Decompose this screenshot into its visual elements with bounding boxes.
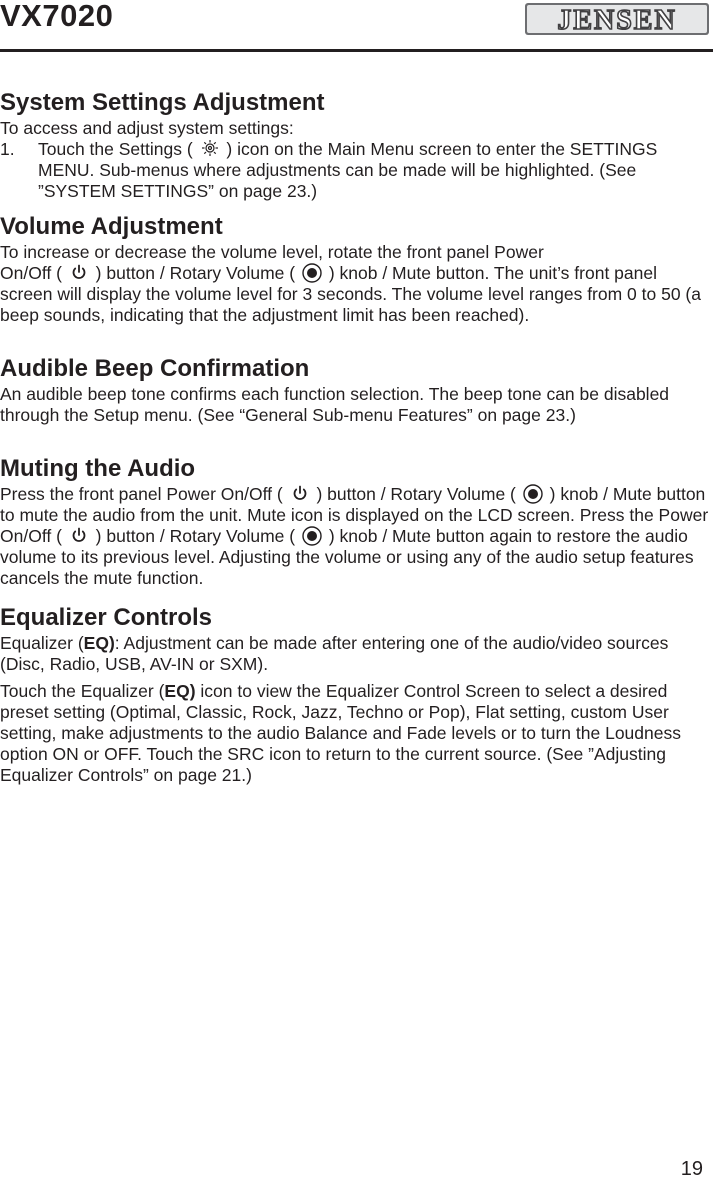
eq-p2-b: icon to view the Equalizer Control Screen to select a desired preset setting (Optimal, Classic, Rock, Jazz, Techno or Pop), Flat setting, custom User setting, make adjustments to the audio Balance and Fade levels or to turn the Loudness option ON or OFF. Touch the SRC icon to return to the current source. (See ”Adjusting Equalizer Controls” on page 21.) — [0, 681, 681, 785]
model-title: VX7020 — [0, 0, 114, 33]
header-rule — [0, 49, 713, 52]
page-content — [0, 88, 713, 786]
jensen-logo — [523, 2, 711, 36]
page-number: 19 — [680, 1158, 703, 1180]
volume-knob-icon — [300, 526, 324, 546]
volume-line1: To increase or decrease the volume level, rotate the front panel Power — [0, 242, 544, 262]
step-text-a: Touch the Settings ( — [38, 139, 193, 159]
power-icon — [288, 484, 312, 504]
system-settings-heading: System Settings Adjustment — [0, 89, 325, 116]
step-number: 1. — [0, 139, 15, 159]
beep-heading: Audible Beep Confirmation — [0, 355, 310, 382]
muting-text-a: Press the front panel Power On/Off ( — [0, 484, 283, 504]
eq-p2-a: Touch the Equalizer ( — [0, 681, 165, 701]
volume-heading: Volume Adjustment — [0, 213, 223, 240]
volume-text — [0, 242, 713, 326]
volume-text-b: ) button / Rotary Volume ( — [95, 263, 296, 283]
muting-text-e: ) knob / Mute button again to restore the audio volume to its previous level. Adjusting the volume or using any of the audio setup features cancels the mute function. — [0, 526, 694, 588]
eq-p1-a: Equalizer ( — [0, 633, 84, 653]
beep-text: An audible beep tone confirms each function selection. The beep tone can be disabled through the Setup menu. (See “General Sub-menu Features” on page 23.) — [0, 384, 670, 425]
volume-knob-icon — [521, 484, 545, 504]
page-header — [0, 0, 713, 54]
muting-text-c: ) knob / Mute button to mute the audio from the unit. Mute icon is displayed on the LCD screen. Press the Power On/Off ( — [0, 484, 709, 546]
equalizer-para-1 — [0, 633, 713, 675]
eq-p1-b: : Adjustment can be made after entering one of the audio/video sources (Disc, Radio, USB, AV-IN or SXM). — [0, 633, 669, 674]
logo-text: JENSEN — [557, 5, 677, 36]
muting-heading: Muting the Audio — [0, 455, 196, 482]
volume-text-c: ) knob / Mute button. The unit’s front panel screen will display the volume level for 3 seconds. The volume level ranges from 0 to 50 (a beep sounds, indicating that the adjustment limit has been reached). — [0, 263, 701, 325]
system-settings-intro: To access and adjust system settings: — [0, 118, 294, 138]
muting-text-b: ) button / Rotary Volume ( — [316, 484, 516, 504]
muting-text-d: ) button / Rotary Volume ( — [95, 526, 296, 546]
equalizer-heading: Equalizer Controls — [0, 604, 213, 631]
settings-gear-icon — [198, 139, 222, 159]
volume-text-a: On/Off ( — [0, 263, 62, 283]
system-settings-steps — [0, 139, 713, 202]
step-text-b: ) icon on the Main Menu screen to enter the SETTINGS MENU. Sub-menus where adjustments can be made will be highlighted. (See ”SYSTEM SETTINGS” on page 23.) — [38, 139, 658, 201]
equalizer-para-2 — [0, 681, 713, 786]
eq-p2-bold: EQ) — [164, 681, 196, 701]
power-icon — [67, 263, 91, 283]
muting-text — [0, 484, 713, 589]
volume-knob-icon — [300, 263, 324, 283]
eq-p1-bold: EQ) — [83, 633, 115, 653]
power-icon — [67, 526, 91, 546]
list-item — [0, 139, 713, 202]
